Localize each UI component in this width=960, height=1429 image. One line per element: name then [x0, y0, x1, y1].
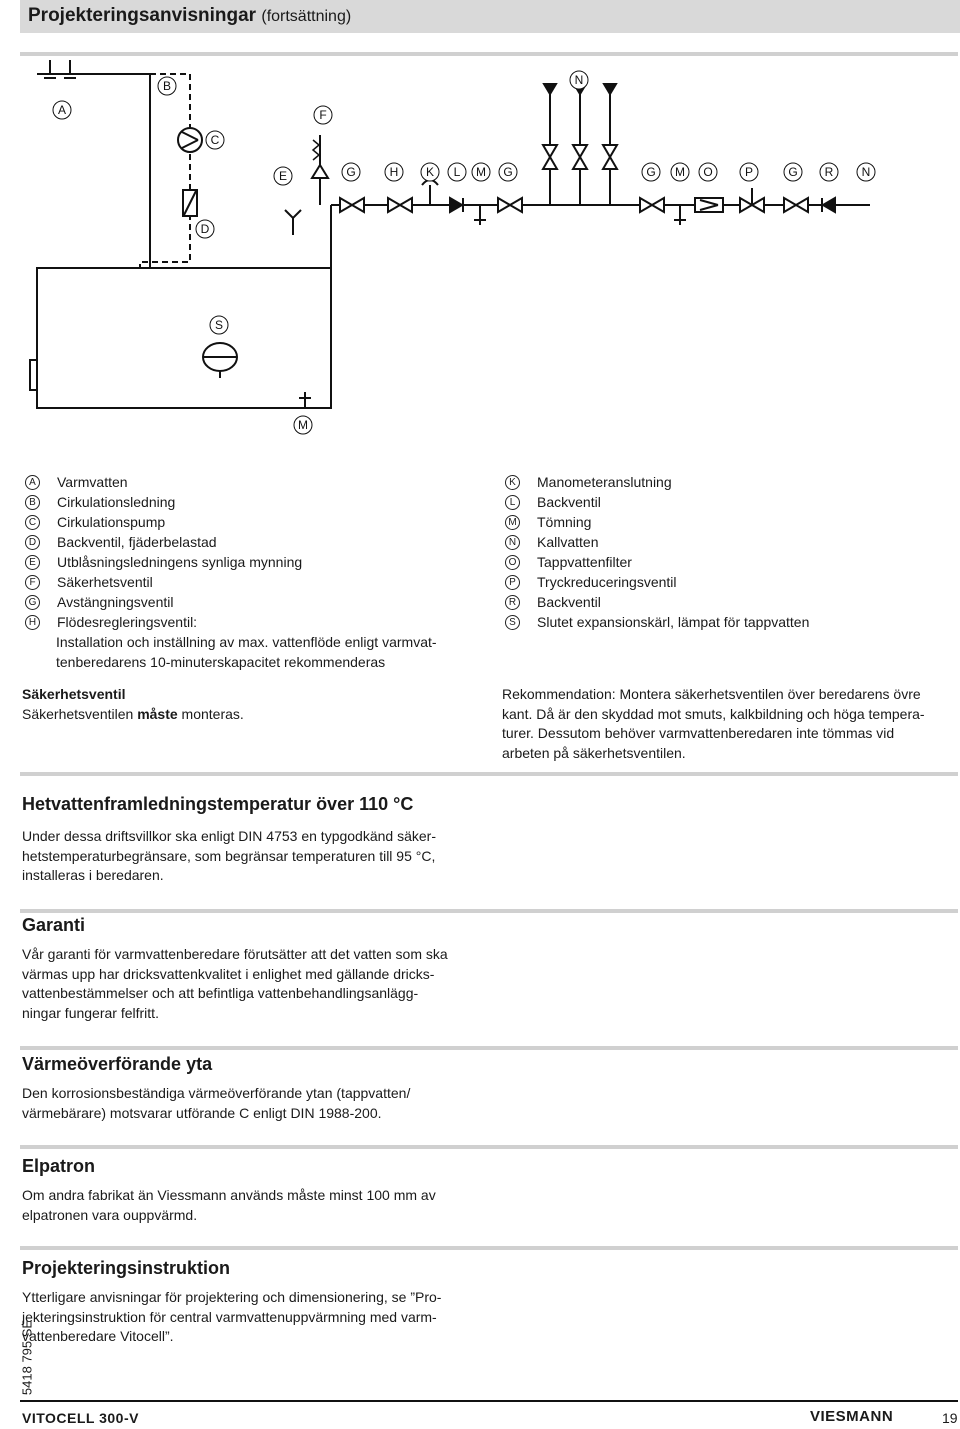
legend-text: Tryckreduceringsventil — [537, 574, 677, 590]
legend-key: R — [505, 595, 520, 610]
legend-key: O — [505, 555, 520, 570]
legend-item — [25, 572, 465, 592]
legend-text: Backventil — [537, 594, 601, 610]
legend-key: C — [25, 515, 40, 530]
legend-item — [25, 612, 465, 632]
legend-text: Utblåsningsledningens synliga mynning — [57, 554, 303, 570]
legend-text: Slutet expansionskärl, lämpat för tappvatten — [537, 614, 810, 630]
section-body — [22, 945, 502, 1023]
section-heading: Garanti — [22, 915, 86, 935]
top-divider — [20, 52, 958, 56]
section-hot-water-temp — [22, 794, 502, 886]
section-line: elpatronen vara ouppvärmd. — [22, 1206, 198, 1223]
diagram-label: G — [646, 165, 656, 179]
diagram-label: S — [214, 318, 224, 332]
section-line: Om andra fabrikat än Viessmann används måste minst 100 mm av — [22, 1187, 436, 1203]
legend-item — [505, 592, 945, 612]
legend-text: Cirkulationsledning — [57, 494, 176, 510]
safety-heading: Säkerhetsventil — [22, 686, 126, 702]
viessmann-logo: VIESMANN — [810, 1408, 894, 1425]
legend-key: N — [505, 535, 520, 550]
section-heading: Elpatron — [22, 1156, 96, 1176]
safety-text-bold: måste — [137, 705, 178, 722]
legend-item — [505, 472, 945, 492]
section-line: värmebärare) motsvarar utförande C enligt DIN 1988-200. — [22, 1104, 382, 1121]
section-divider — [20, 1145, 958, 1149]
diagram-label: G — [346, 165, 356, 179]
section-project-instruction — [22, 1258, 502, 1347]
legend-left — [25, 472, 465, 672]
legend-text: Avstängningsventil — [57, 594, 174, 610]
diagram-label: M — [298, 418, 308, 432]
diagram-label: L — [453, 165, 461, 179]
legend-continuation-line: Installation och inställning av max. vattenflöde enligt varmvat- — [56, 634, 437, 650]
section-line: vattenbestämmelser och att befintliga vattenbehandlingsanlägg- — [22, 985, 419, 1001]
section-line: Den korrosionsbeständiga värmeöverförande ytan (tappvatten/ — [22, 1085, 411, 1101]
safety-note — [22, 685, 462, 724]
footer-divider — [20, 1400, 958, 1402]
diagram-label: O — [703, 165, 713, 179]
legend-item — [505, 532, 945, 552]
document-code: 5418 795 SE — [19, 1319, 35, 1396]
diagram-label: P — [744, 165, 754, 179]
section-body — [22, 1084, 502, 1123]
legend-text: Tömning — [537, 514, 592, 530]
section-divider — [20, 909, 958, 913]
section-line: Vår garanti för varmvattenberedare förutsätter att det vatten som ska — [22, 946, 448, 962]
legend-item — [505, 612, 945, 632]
legend-item — [25, 492, 465, 512]
page-title-sub: (fortsättning) — [261, 8, 352, 25]
legend-key: L — [505, 495, 520, 510]
legend-item — [25, 532, 465, 552]
page-number: 19 — [942, 1410, 958, 1426]
legend-key: K — [505, 475, 520, 490]
section-heading: Värmeöverförande yta — [22, 1054, 213, 1074]
diagram-label: M — [675, 165, 685, 179]
legend-key: H — [25, 615, 40, 630]
page-title — [28, 5, 351, 27]
diagram-label: D — [200, 222, 210, 236]
legend-item — [25, 552, 465, 572]
legend-item — [505, 512, 945, 532]
safety-text — [22, 705, 462, 725]
section-body — [22, 1186, 502, 1225]
diagram-label: K — [425, 165, 435, 179]
legend-item — [25, 472, 465, 492]
diagram-label: M — [476, 165, 486, 179]
section-divider — [20, 772, 958, 776]
diagram-label: B — [162, 79, 172, 93]
legend-text: Cirkulationspump — [57, 514, 166, 530]
legend-key: A — [25, 475, 40, 490]
section-line: vattenberedare Vitocell”. — [22, 1328, 174, 1344]
section-heading: Projekteringsinstruktion — [22, 1258, 231, 1278]
section-line: installeras i beredaren. — [22, 867, 164, 883]
diagram-label: G — [503, 165, 513, 179]
legend-text: Kallvatten — [537, 534, 599, 550]
diagram-label: H — [389, 165, 399, 179]
legend-item — [25, 512, 465, 532]
section-divider — [20, 1246, 958, 1250]
diagram-label: A — [57, 103, 67, 117]
section-divider — [20, 1046, 958, 1050]
legend-key: M — [505, 515, 520, 530]
legend-text: Säkerhetsventil — [57, 574, 153, 590]
legend-text: Varmvatten — [57, 474, 128, 490]
section-warranty — [22, 915, 502, 1023]
safety-text-part: monteras. — [177, 705, 244, 722]
legend-item — [505, 492, 945, 512]
recommendation-line: arbeten på säkerhetsventilen. — [502, 744, 686, 761]
diagram-label: N — [861, 165, 871, 179]
recommendation-line: Rekommendation: Montera säkerhetsventilen över beredarens övre — [502, 686, 921, 702]
tank-body — [37, 268, 331, 408]
diagram-label: G — [788, 165, 798, 179]
legend-item — [25, 592, 465, 612]
legend-key: P — [505, 575, 520, 590]
diagram-label: C — [210, 133, 220, 147]
legend-key: F — [25, 575, 40, 590]
legend-item — [505, 552, 945, 572]
section-line: Under dessa driftsvillkor ska enligt DIN 4753 en typgodkänd säker- — [22, 828, 436, 844]
legend-item — [505, 572, 945, 592]
recommendation-line: turer. Dessutom behöver varmvattenberedaren inte tömmas vid — [502, 725, 895, 741]
section-line: hetstemperaturbegränsare, som begränsar temperaturen till 95 °C, — [22, 847, 436, 864]
legend-text: Manometeranslutning — [537, 474, 672, 490]
installation-diagram — [0, 60, 960, 440]
section-line: Ytterligare anvisningar för projektering och dimensionering, se ”Pro- — [22, 1289, 442, 1305]
legend-text: Backventil — [537, 494, 601, 510]
diagram-label: N — [574, 73, 584, 87]
legend-continuation-line: tenberedarens 10-minuterskapacitet rekommenderas — [56, 654, 386, 670]
section-body — [22, 1288, 502, 1347]
legend-key: S — [505, 615, 520, 630]
legend-text: Backventil, fjäderbelastad — [57, 534, 217, 550]
legend-key: D — [25, 535, 40, 550]
diagram-label: F — [319, 108, 327, 122]
legend-key: B — [25, 495, 40, 510]
legend-right — [505, 472, 945, 632]
product-name: VITOCELL 300-V — [22, 1410, 139, 1426]
section-heading: Hetvattenframledningstemperatur över 110 °C — [22, 794, 414, 814]
legend-key: E — [25, 555, 40, 570]
diagram-label: E — [278, 169, 288, 183]
legend-text: Flödesregleringsventil: — [57, 614, 198, 630]
recommendation-line: kant. Då är den skyddad mot smuts, kalkbildning och höga tempera- — [502, 705, 925, 722]
page-title-main: Projekteringsanvisningar — [28, 5, 257, 26]
legend-item-continuation — [25, 632, 465, 672]
section-line: ningar fungerar felfritt. — [22, 1004, 159, 1021]
section-heater — [22, 1156, 502, 1225]
section-body — [22, 827, 502, 886]
legend-text: Tappvattenfilter — [537, 554, 632, 570]
section-line: jekteringsinstruktion för central varmvattenuppvärmning med varm- — [22, 1308, 437, 1325]
section-line: värmas upp har dricksvattenkvalitet i enlighet med gällande dricks- — [22, 965, 435, 982]
tank-side-port — [30, 360, 37, 390]
diagram-label: R — [824, 165, 834, 179]
safety-text-part: Säkerhetsventilen — [22, 705, 138, 722]
legend-key: G — [25, 595, 40, 610]
section-heat-surface — [22, 1054, 502, 1123]
recommendation-note — [502, 685, 952, 763]
